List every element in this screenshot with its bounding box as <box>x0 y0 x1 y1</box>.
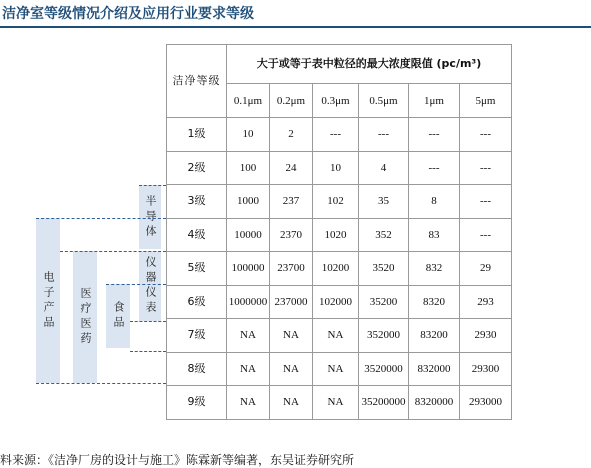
semiconductor-top-guide <box>139 185 166 186</box>
concentration-cell: 237 <box>270 185 313 219</box>
concentration-cell: NA <box>313 386 359 420</box>
industry-semiconductor-label: 半导体 <box>144 194 157 240</box>
industry-semiconductor <box>139 185 161 249</box>
concentration-cell: 29 <box>460 252 512 286</box>
concentration-cell: 3520000 <box>359 352 409 386</box>
concentration-cell: 4 <box>359 151 409 185</box>
table-row <box>167 118 512 152</box>
cleanroom-table <box>166 44 512 420</box>
concentration-cell: 1000000 <box>227 285 270 319</box>
particle-size-header: 5μm <box>460 84 512 118</box>
particle-size-header: 1μm <box>409 84 460 118</box>
level-cell: 1级 <box>167 118 227 152</box>
title-bar <box>0 0 591 28</box>
table-row <box>167 386 512 420</box>
electronics-bottom-guide <box>36 383 166 384</box>
food-top-guide <box>106 284 166 285</box>
concentration-cell: 29300 <box>460 352 512 386</box>
concentration-cell: NA <box>313 319 359 353</box>
industry-medical <box>73 251 97 383</box>
industry-medical-label: 医疗医药 <box>79 287 92 347</box>
level-cell: 3级 <box>167 185 227 219</box>
concentration-cell: NA <box>270 386 313 420</box>
concentration-cell: 293 <box>460 285 512 319</box>
concentration-cell: 10200 <box>313 252 359 286</box>
concentration-cell: 35 <box>359 185 409 219</box>
concentration-cell: NA <box>227 386 270 420</box>
industry-food <box>106 284 130 348</box>
concentration-cell: 2370 <box>270 218 313 252</box>
concentration-cell: 352000 <box>359 319 409 353</box>
level-cell: 2级 <box>167 151 227 185</box>
concentration-cell: 2 <box>270 118 313 152</box>
concentration-cell: 2930 <box>460 319 512 353</box>
table-header-row <box>167 45 512 84</box>
concentration-group-header: 大于或等于表中粒径的最大浓度限值 (pc/m³) <box>227 45 512 84</box>
food-bottom-guide <box>130 351 166 352</box>
level-cell: 8级 <box>167 352 227 386</box>
industry-electronics <box>36 218 60 383</box>
concentration-cell: 3520 <box>359 252 409 286</box>
concentration-cell: --- <box>409 151 460 185</box>
concentration-cell: 100000 <box>227 252 270 286</box>
table-row <box>167 252 512 286</box>
level-cell: 4级 <box>167 218 227 252</box>
concentration-cell: 8 <box>409 185 460 219</box>
table-body <box>167 118 512 420</box>
concentration-cell: 352 <box>359 218 409 252</box>
particle-size-header: 0.5μm <box>359 84 409 118</box>
concentration-cell: NA <box>270 319 313 353</box>
table-row <box>167 151 512 185</box>
concentration-cell: --- <box>460 185 512 219</box>
industry-electronics-label: 电子产品 <box>42 270 55 331</box>
concentration-cell: --- <box>460 218 512 252</box>
concentration-cell: 23700 <box>270 252 313 286</box>
concentration-cell: 35200000 <box>359 386 409 420</box>
concentration-cell: 8320000 <box>409 386 460 420</box>
concentration-cell: 24 <box>270 151 313 185</box>
table-row <box>167 218 512 252</box>
table-row <box>167 319 512 353</box>
concentration-cell: 102 <box>313 185 359 219</box>
table-row <box>167 352 512 386</box>
concentration-cell: 35200 <box>359 285 409 319</box>
concentration-cell: NA <box>227 319 270 353</box>
concentration-cell: --- <box>409 118 460 152</box>
instruments-bottom-guide <box>130 321 166 322</box>
table-row <box>167 185 512 219</box>
concentration-cell: 83 <box>409 218 460 252</box>
concentration-cell: --- <box>460 151 512 185</box>
electronics-top-guide <box>36 218 166 219</box>
concentration-cell: --- <box>460 118 512 152</box>
concentration-cell: 1020 <box>313 218 359 252</box>
level-cell: 7级 <box>167 319 227 353</box>
industry-instruments-label: 仪器仪表 <box>144 256 157 316</box>
concentration-cell: --- <box>359 118 409 152</box>
page-title: 洁净室等级情况介绍及应用行业要求等级 <box>2 6 254 22</box>
concentration-cell: 10000 <box>227 218 270 252</box>
concentration-cell: 293000 <box>460 386 512 420</box>
concentration-cell: 237000 <box>270 285 313 319</box>
level-cell: 6级 <box>167 285 227 319</box>
concentration-cell: 832000 <box>409 352 460 386</box>
concentration-cell: 8320 <box>409 285 460 319</box>
medical-top-guide <box>60 251 166 252</box>
concentration-cell: 1000 <box>227 185 270 219</box>
concentration-cell: 10 <box>227 118 270 152</box>
concentration-cell: NA <box>227 352 270 386</box>
particle-size-header: 0.1μm <box>227 84 270 118</box>
industry-instruments <box>139 251 161 321</box>
level-column-header: 洁净等级 <box>167 45 227 118</box>
level-cell: 5级 <box>167 252 227 286</box>
concentration-cell: 83200 <box>409 319 460 353</box>
concentration-cell: 100 <box>227 151 270 185</box>
concentration-cell: 10 <box>313 151 359 185</box>
concentration-cell: NA <box>313 352 359 386</box>
concentration-cell: 102000 <box>313 285 359 319</box>
particle-size-header: 0.2μm <box>270 84 313 118</box>
level-cell: 9级 <box>167 386 227 420</box>
concentration-cell: --- <box>313 118 359 152</box>
concentration-cell: 832 <box>409 252 460 286</box>
table-row <box>167 285 512 319</box>
concentration-cell: NA <box>270 352 313 386</box>
industry-food-label: 食品 <box>112 301 125 331</box>
particle-size-header: 0.3μm <box>313 84 359 118</box>
source-note: 料来源：《洁净厂房的设计与施工》陈霖新等编著，东吴证券研究所 <box>0 453 355 467</box>
